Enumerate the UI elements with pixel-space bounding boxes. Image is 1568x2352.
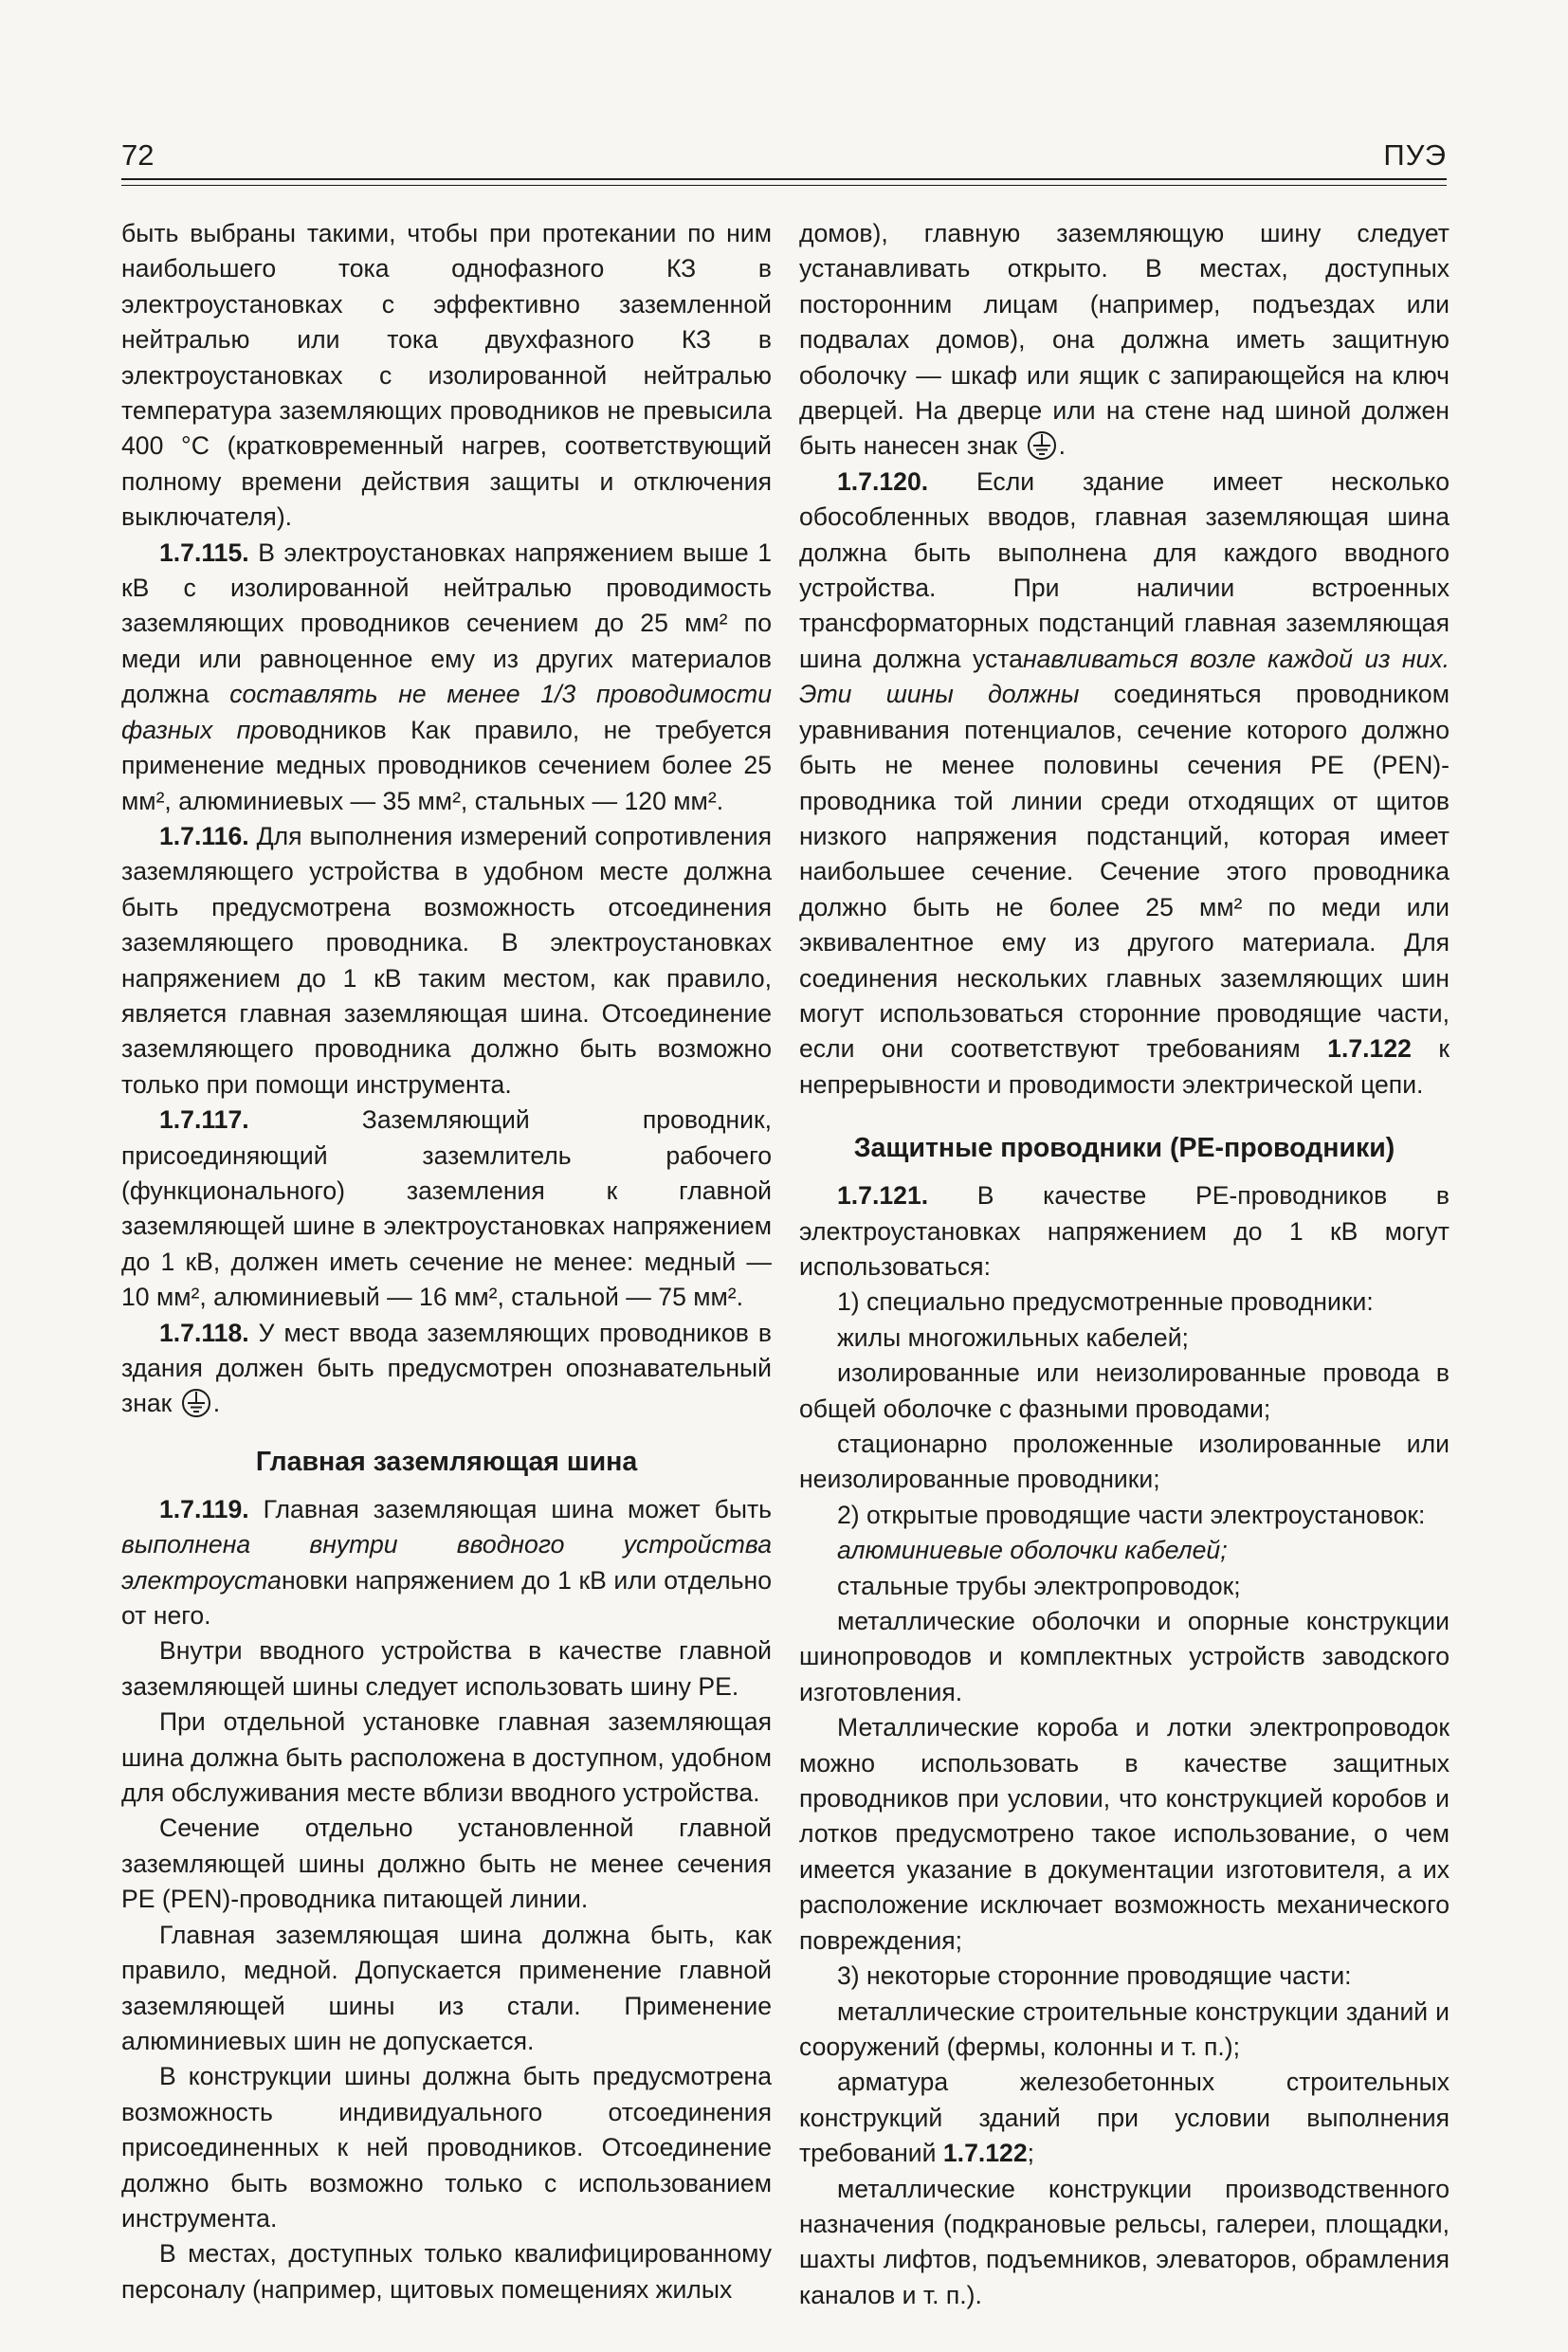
- page-header: [121, 138, 1447, 182]
- clause-text: Для выполнения измерений сопротивления заземляющего устройства в удобном месте должна быть предусмотрена возможность отсоединения заземляющего проводника. В электроустановках напряжением до 1 кВ таким местом, как правило, является главная заземляющая шина. Отсоединение заземляющего проводника должно быть возможно только при помощи инструмента.: [121, 821, 772, 1099]
- clause-1-7-121: [799, 1178, 1449, 1285]
- list-item: 2) открытые проводящие части электроустановок:: [837, 1500, 1426, 1529]
- paragraph: При отдельной установке главная заземляющая шина должна быть расположена в доступном, удобном для обслуживания месте вблизи вводного устройства.: [121, 1707, 772, 1808]
- clause-text: .: [212, 1389, 221, 1418]
- clause-number: 1.7.116.: [159, 821, 249, 850]
- clause-number: 1.7.121.: [837, 1181, 929, 1211]
- left-column: [121, 216, 772, 2307]
- list-text: ;: [1027, 2139, 1035, 2168]
- section-heading: Защитные проводники (PE-проводники): [853, 1133, 1395, 1164]
- clause-text: Заземляющий проводник, присоединяющий заземлитель рабочего (функционального) заземления к главной заземляющей шине в электроустановках напряжением до 1 кВ, должен иметь сечение не менее: медный — 10 мм², алюминиевый — 16 мм², стальной — 75 мм².: [121, 1105, 772, 1312]
- clause-text: новки напряжением до 1 кВ или отдельно от него.: [121, 1565, 772, 1631]
- list-text: арматура железобетонных строительных конструкций зданий при условии выполнения требований: [799, 2068, 1449, 2168]
- list-item: металлические конструкции производственного назначения (подкрановые рельсы, галереи, площадки, шахты лифтов, подъемников, элеваторов, обрамления каналов и т. п.).: [799, 2174, 1449, 2309]
- clause-text: соединяться проводником уравнивания потенциалов, сечение которого должно быть не менее половины сечения PE (PEN)-проводника той линии среди отходящих от щитов низкого напряжения подстанций, которая имеет наибольшее сечение. Сечение этого проводника должно быть не более 25 мм² по меди или эквивалентное ему из другого материала. Для соединения нескольких главных заземляющих шин могут использоваться сторонние проводящие части, если они соответствуют требованиям: [799, 680, 1449, 1064]
- clause-text-italic: навливаться возле каждой из них. Эти шины должны: [799, 644, 1449, 709]
- earth-ground-sign-icon: [1027, 430, 1057, 461]
- earth-ground-sign-icon: [181, 1388, 211, 1418]
- right-column: [799, 216, 1449, 2313]
- paragraph-text: .: [1058, 431, 1066, 461]
- paragraph: [799, 216, 1449, 465]
- page-number: 72: [121, 138, 155, 172]
- clause-number: 1.7.115.: [159, 538, 249, 567]
- clause-text: В качестве PE-проводников в электроустановках напряжением до 1 кВ могут использоваться:: [799, 1181, 1449, 1281]
- paragraph: Металлические короба и лотки электропроводок можно использовать в качестве защитных проводников при условии, что конструкцией коробов и лотков предусмотрено такое использование, о чем имеется указание в документации изготовителя, а их расположение исключает возможность механического повреждения;: [799, 1713, 1449, 1955]
- clause-reference: 1.7.122: [942, 2139, 1028, 2168]
- paragraph: Сечение отдельно установленной главной заземляющей шины должно быть не менее сечения PE (PEN)-проводника питающей линии.: [121, 1814, 772, 1914]
- clause-text: Если здание имеет несколько обособленных вводов, главная заземляющая шина должна быть выполнена для каждого вводного устройства. При наличии встроенных трансформаторных подстанций главная заземляющая шина должна уста: [799, 466, 1449, 673]
- clause-1-7-116: [121, 819, 772, 1103]
- clause-number: 1.7.117.: [159, 1105, 249, 1135]
- list-item: 3) некоторые сторонние проводящие части:: [837, 1961, 1352, 1991]
- clause-1-7-118: [121, 1316, 772, 1422]
- list-item: жилы многожильных кабелей;: [837, 1322, 1189, 1352]
- list-item: алюминиевые оболочки кабелей;: [837, 1536, 1228, 1565]
- list-item: 1) специально предусмотренные проводники:: [837, 1287, 1374, 1317]
- list-item: стальные трубы электропроводок;: [837, 1571, 1241, 1600]
- header-rule-thin: [121, 185, 1447, 186]
- clause-text: Главная заземляющая шина может быть: [248, 1494, 772, 1523]
- clause-1-7-120: [799, 465, 1449, 1103]
- clause-reference: 1.7.122: [1327, 1034, 1412, 1064]
- clause-1-7-119: [121, 1492, 772, 1634]
- clause-text: водников Как правило, не требуется применение медных проводников сечением более 25 мм², алюминиевых — 35 мм², стальных — 120 мм².: [121, 715, 772, 815]
- paragraph: Главная заземляющая шина должна быть, как правило, медной. Допускается применение главной заземляющей шины из стали. Применение алюминиевых шин не допускается.: [121, 1920, 772, 2055]
- list-item: изолированные или неизолированные провода в общей оболочке с фазными проводами;: [799, 1358, 1449, 1423]
- list-item: металлические оболочки и опорные конструкции шинопроводов и комплектных устройств заводского изготовления.: [799, 1607, 1449, 1706]
- clause-text-italic: выполнена внутри вводного устройства электроуста: [121, 1530, 772, 1595]
- paragraph-text: домов), главную заземляющую шину следует устанавливать открыто. В местах, доступных посторонним лицам (например, подъездах или подвалах домов), она должна иметь защитную оболочку — шкаф или ящик с запирающейся на ключ дверцей. На дверце или на стене над шиной должен быть нанесен знак: [799, 219, 1449, 461]
- clause-1-7-117: [121, 1103, 772, 1315]
- clause-text-italic: составлять не менее 1/3 проводимости фазных про: [121, 680, 772, 744]
- header-rule: [121, 178, 1447, 180]
- clause-text: В электроустановках напряжением выше 1 кВ с изолированной нейтралью проводимость заземляющих проводников сечением до 25 мм² по меди или равноценное ему из других материалов должна: [121, 538, 772, 709]
- clause-number: 1.7.118.: [159, 1318, 249, 1347]
- list-item: металлические строительные конструкции зданий и сооружений (фермы, колонны и т. п.);: [799, 1996, 1449, 2061]
- list-item: [799, 2065, 1449, 2171]
- paragraph: В местах, доступных только квалифицированному персоналу (например, щитовых помещениях жилых: [121, 2239, 772, 2304]
- section-heading: Главная заземляющая шина: [255, 1446, 638, 1477]
- running-head: ПУЭ: [1383, 138, 1447, 172]
- clause-text: У мест ввода заземляющих проводников в здания должен быть предусмотрен опознавательный знак: [121, 1318, 772, 1418]
- paragraph: В конструкции шины должна быть предусмотрена возможность индивидуального отсоединения присоединенных к ней проводников. Отсоединение должно быть возможно только с использованием инструмента.: [121, 2062, 772, 2233]
- paragraph: Внутри вводного устройства в качестве главной заземляющей шины следует использовать шину PE.: [121, 1636, 772, 1701]
- clause-text: к непрерывности и проводимости электрической цепи.: [799, 1034, 1449, 1099]
- clause-number: 1.7.119.: [159, 1494, 249, 1523]
- clause-number: 1.7.120.: [837, 466, 929, 496]
- clause-1-7-115: [121, 536, 772, 819]
- paragraph: быть выбраны такими, чтобы при протекании по ним наибольшего тока однофазного КЗ в электроустановках с эффективно заземленной нейтралью или тока двухфазного КЗ в электроустановках с изолированной нейтралью температура заземляющих проводников не превысила 400 °C (кратковременный нагрев, соответствующий полному времени действия защиты и отключения выключателя).: [121, 219, 772, 532]
- list-item: стационарно проложенные изолированные или неизолированные проводники;: [799, 1430, 1449, 1494]
